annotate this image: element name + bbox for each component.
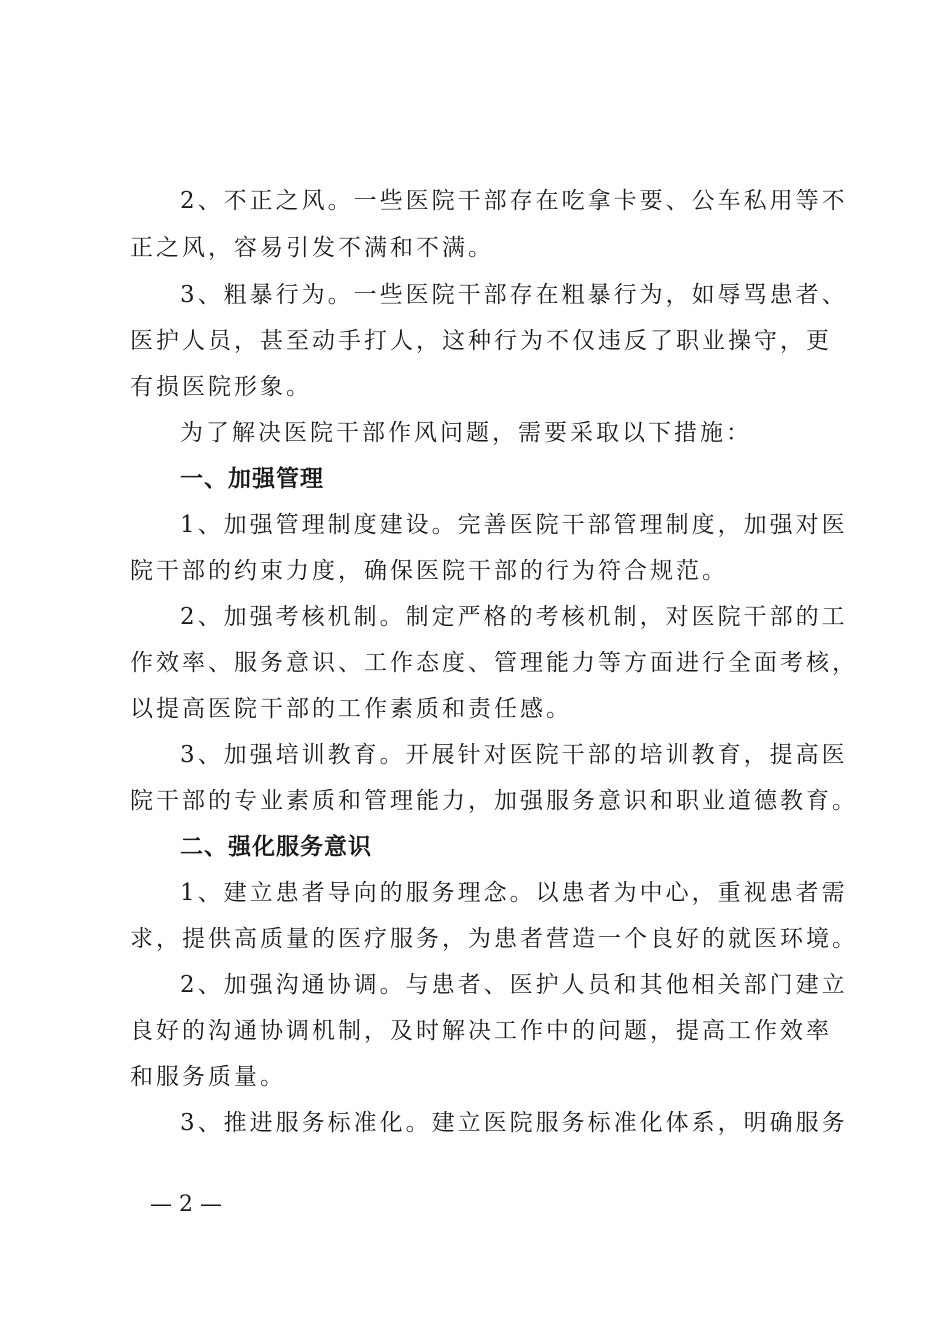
text-line: 2、加强考核机制。制定严格的考核机制，对医院干部的工 xyxy=(180,604,848,630)
section-heading-1: 一、加强管理 xyxy=(180,466,324,492)
text-line: 3、推进服务标准化。建立医院服务标准化体系，明确服务 xyxy=(180,1110,848,1136)
text-line: 正之风，容易引发不满和不满。 xyxy=(130,235,494,261)
page-number: — 2 — xyxy=(150,1192,222,1217)
text-line: 1、加强管理制度建设。完善医院干部管理制度，加强对医 xyxy=(180,512,848,538)
text-line: 有损医院形象。 xyxy=(130,374,312,400)
text-line: 作效率、服务意识、工作态度、管理能力等方面进行全面考核， xyxy=(130,650,858,676)
section-heading-2: 二、强化服务意识 xyxy=(180,834,372,860)
text-line: 医护人员，甚至动手打人，这种行为不仅违反了职业操守，更 xyxy=(130,328,832,354)
text-line: 院干部的专业素质和管理能力，加强服务意识和职业道德教育。 xyxy=(130,788,858,814)
text-line: 为了解决医院干部作风问题，需要采取以下措施： xyxy=(180,420,752,446)
text-line: 3、粗暴行为。一些医院干部存在粗暴行为，如辱骂患者、 xyxy=(180,282,848,308)
text-line: 和服务质量。 xyxy=(130,1064,286,1090)
text-line: 1、建立患者导向的服务理念。以患者为中心，重视患者需 xyxy=(180,880,848,906)
text-line: 良好的沟通协调机制，及时解决工作中的问题，提高工作效率 xyxy=(130,1018,832,1044)
text-line: 2、加强沟通协调。与患者、医护人员和其他相关部门建立 xyxy=(180,972,848,998)
text-line: 以提高医院干部的工作素质和责任感。 xyxy=(130,696,572,722)
text-line: 求，提供高质量的医疗服务，为患者营造一个良好的就医环境。 xyxy=(130,926,858,952)
text-line: 2、不正之风。一些医院干部存在吃拿卡要、公车私用等不 xyxy=(180,188,848,214)
text-line: 院干部的约束力度，确保医院干部的行为符合规范。 xyxy=(130,558,728,584)
text-line: 3、加强培训教育。开展针对医院干部的培训教育，提高医 xyxy=(180,742,848,768)
